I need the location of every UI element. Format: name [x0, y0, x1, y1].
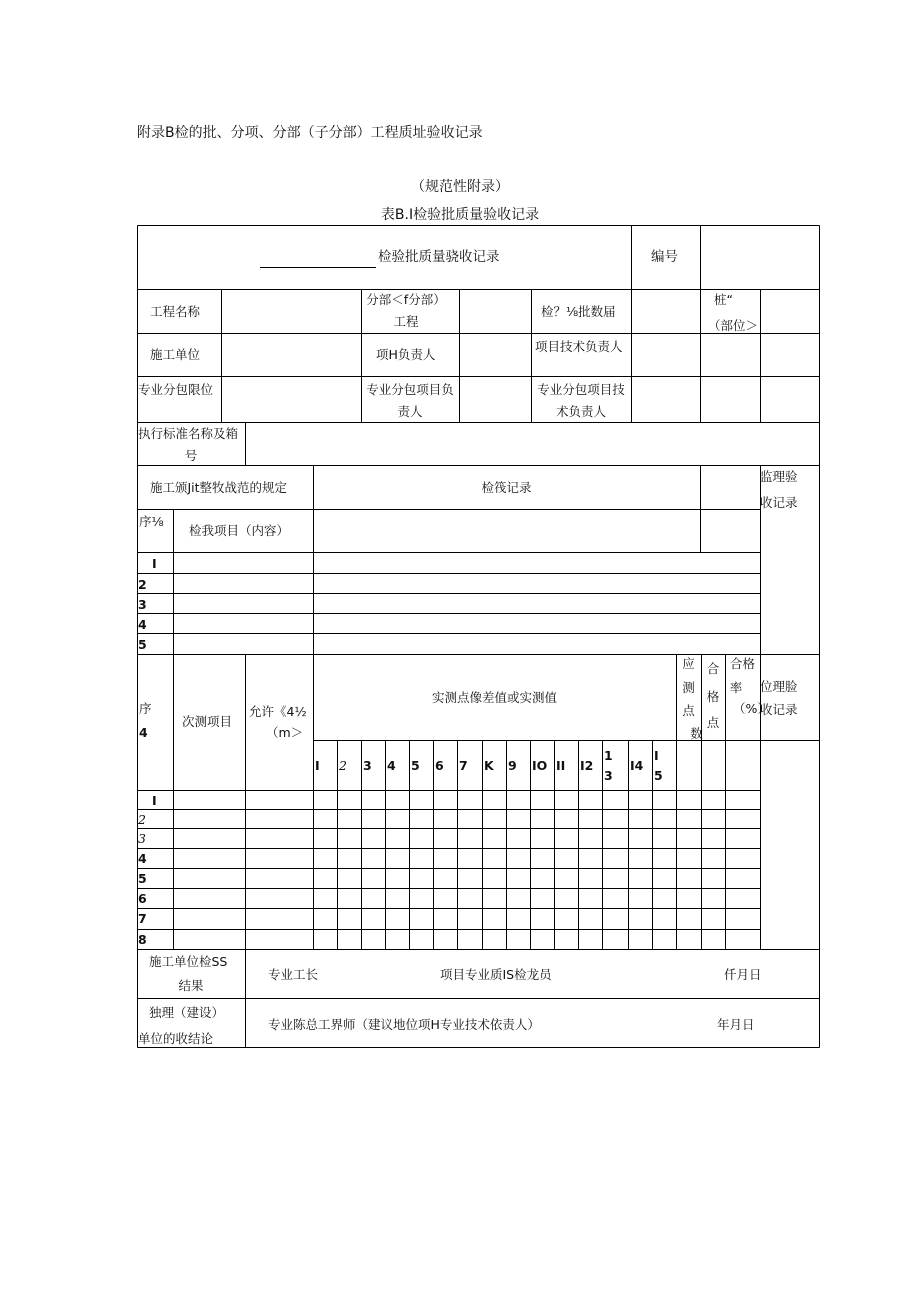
appendix-heading: 附录B检的批、分项、分部（子分部）工程质址验收记录 — [137, 125, 483, 141]
supervision-conclusion-line1: 独理（建设） — [149, 1005, 225, 1020]
measure-point-header: 5 — [411, 758, 420, 773]
spec-provision-header: 施工颁Jit整牧战范的规定 — [150, 480, 288, 495]
subdivision-label-line2: 工程 — [393, 314, 419, 329]
general-supervision-line2: 收记录 — [760, 702, 798, 717]
measure-point-header: 1 3 — [604, 748, 613, 783]
construction-date: 仟月日 — [724, 967, 762, 982]
measure-point-header: I 5 — [654, 748, 663, 783]
general-row-number: 8 — [138, 932, 147, 947]
measure-point-header: I4 — [630, 758, 644, 773]
should-check-points-3: 点 — [682, 703, 695, 718]
supervision-engineer-label: 专业陈总工界师（建议地位项H专业技术依责人） — [268, 1017, 540, 1032]
general-row-number: 2 — [138, 812, 146, 827]
main-control-row-number: 2 — [138, 577, 147, 592]
general-row-number: 7 — [138, 911, 147, 926]
inspection-batch-form — [137, 225, 820, 1048]
supervision-date: 年月日 — [717, 1017, 755, 1032]
tech-manager-label: 项目技术负责人 — [535, 339, 623, 354]
main-control-row-number: 5 — [138, 637, 147, 652]
supervision-record-line2: 收记录 — [760, 495, 798, 510]
supervision-record-line1: 监理验 — [760, 469, 798, 484]
supervision-conclusion-line2: 单位的收结论 — [138, 1031, 214, 1046]
batch-quantity-label: 检？⅛批数届 — [541, 304, 616, 319]
pile-label-line2: （部位＞ — [708, 318, 759, 333]
subcontract-tech-label-line2: 术负责人 — [555, 404, 606, 419]
standard-label-line1: 执行标准名称及箱 — [138, 426, 239, 441]
measure-point-header: 6 — [435, 758, 444, 773]
number-label: 编号 — [651, 249, 678, 265]
measure-point-header: 9 — [508, 758, 517, 773]
pass-rate-line3: （%） — [733, 701, 770, 716]
general-row-number: I — [152, 793, 157, 808]
construction-unit-label: 施工单位 — [150, 347, 201, 362]
table-caption: 表B.I检验批质量验收记录 — [380, 207, 540, 223]
subcontract-tech-label-line1: 专业分包项目技 — [537, 382, 625, 397]
form-grid-lines — [137, 225, 820, 1048]
subdivision-label-line1: 分部＜f分部） — [366, 292, 446, 307]
standard-label-line2: 号 — [184, 448, 198, 463]
measure-point-header: 7 — [459, 758, 468, 773]
pass-points-1: 合 — [706, 661, 720, 676]
inspection-item-header: 检我项目（内容） — [189, 523, 290, 538]
measure-point-header: 2 — [339, 758, 347, 773]
pile-label-line1: 桩“ — [714, 292, 733, 307]
subcontract-pm-label-line1: 专业分包项目负 — [366, 382, 454, 397]
measure-point-header: I2 — [580, 758, 594, 773]
general-row-number: 3 — [138, 831, 146, 846]
measure-point-header: II — [556, 758, 566, 773]
seq-header: 序⅛ — [139, 514, 164, 529]
inspection-record-header: 检筏记录 — [481, 480, 532, 495]
pass-rate-line1: 合格 — [729, 656, 755, 671]
general-row-number: 6 — [138, 891, 147, 906]
should-check-points-2: 测 — [682, 680, 695, 695]
subcontract-unit-label: 专业分包限位 — [138, 382, 214, 397]
general-supervision-line1: 位理脸 — [760, 679, 798, 694]
main-control-row-number: I — [152, 556, 157, 571]
measure-point-header: I — [315, 758, 320, 773]
subcontract-pm-label-line2: 责人 — [397, 404, 423, 419]
allowance-header-line2: （m＞ — [266, 725, 304, 740]
quality-inspector-label: 项目专业质IS检龙员 — [440, 967, 552, 982]
construction-check-line1: 施工单位检SS — [149, 954, 228, 969]
pass-rate-line2: 率 — [729, 680, 743, 695]
project-name-label: 工程名称 — [150, 304, 201, 319]
measure-point-header: K — [484, 758, 494, 773]
measured-item-header: 次测项目 — [182, 714, 233, 729]
project-manager-label: 项H负责人 — [376, 347, 436, 362]
pass-points-3: 点 — [706, 715, 720, 730]
should-check-points-1: 应 — [682, 656, 695, 671]
allowance-header-line1: 允许《4½ — [249, 704, 307, 719]
should-check-points-4: 数 — [690, 726, 703, 741]
main-control-row-number: 4 — [138, 617, 147, 632]
foreman-label: 专业工长 — [268, 967, 319, 982]
general-seq-line1: 序 — [139, 701, 152, 716]
main-control-row-number: 3 — [138, 597, 147, 612]
general-row-number: 5 — [138, 871, 147, 886]
general-row-number: 4 — [138, 851, 147, 866]
measure-point-header: 4 — [387, 758, 396, 773]
normative-appendix-label: （规范性附录） — [411, 179, 509, 195]
measure-point-header: 3 — [363, 758, 372, 773]
construction-check-line2: 结果 — [178, 978, 204, 993]
form-title-blank-line — [260, 267, 376, 268]
pass-points-2: 格 — [706, 689, 720, 704]
general-seq-line2: 4 — [139, 725, 148, 740]
form-title: 检验批质量骁收记录 — [378, 249, 500, 265]
measured-values-header: 实测点像差值或实测值 — [431, 690, 557, 705]
measure-point-header: IO — [532, 758, 548, 773]
